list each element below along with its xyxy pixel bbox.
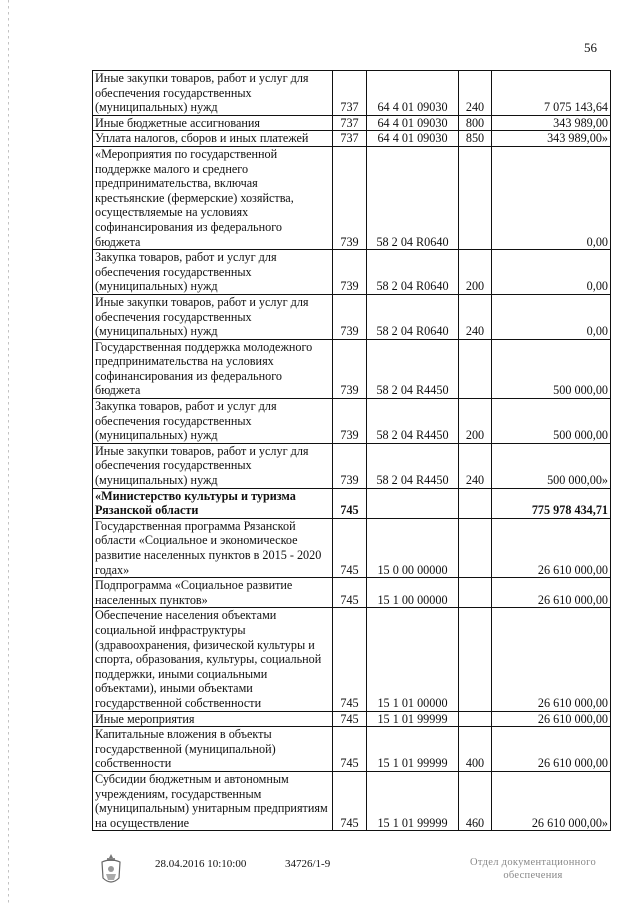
row-sum-cell: 26 610 000,00 <box>492 727 611 772</box>
row-type-cell: 850 <box>459 131 492 147</box>
row-type-cell: 240 <box>459 71 492 116</box>
row-sum-cell: 343 989,00» <box>492 131 611 147</box>
row-org-cell: 737 <box>333 131 367 147</box>
row-name-cell: Закупка товаров, работ и услуг для обеспечения государственных (муниципальных) нужд <box>93 399 333 444</box>
row-code-cell: 58 2 04 R4450 <box>367 443 459 488</box>
row-org-cell: 739 <box>333 146 367 249</box>
row-code-cell: 58 2 04 R0640 <box>367 146 459 249</box>
row-type-cell: 240 <box>459 294 492 339</box>
budget-table <box>92 70 611 831</box>
row-code-cell: 58 2 04 R4450 <box>367 399 459 444</box>
table-row <box>93 146 611 249</box>
row-org-cell: 737 <box>333 71 367 116</box>
row-name-cell: Государственная программа Рязанской области «Социальное и экономическое развитие населенных пунктов в 2015 - 2020 годах» <box>93 518 333 577</box>
row-type-cell <box>459 488 492 518</box>
table-row <box>93 399 611 444</box>
row-org-cell: 745 <box>333 727 367 772</box>
row-name-cell: Государственная поддержка молодежного предпринимательства на условиях софинансирования из федерального бюджета <box>93 339 333 398</box>
row-name-cell: Закупка товаров, работ и услуг для обеспечения государственных (муниципальных) нужд <box>93 250 333 295</box>
table-row <box>93 518 611 577</box>
row-sum-cell: 343 989,00 <box>492 115 611 131</box>
table-row <box>93 339 611 398</box>
row-name-cell: Иные бюджетные ассигнования <box>93 115 333 131</box>
row-code-cell: 58 2 04 R4450 <box>367 339 459 398</box>
row-org-cell: 739 <box>333 250 367 295</box>
row-sum-cell: 26 610 000,00 <box>492 711 611 727</box>
row-sum-cell: 26 610 000,00 <box>492 518 611 577</box>
row-code-cell: 15 1 01 99999 <box>367 711 459 727</box>
row-org-cell: 745 <box>333 711 367 727</box>
row-name-cell: Уплата налогов, сборов и иных платежей <box>93 131 333 147</box>
footer-datetime: 28.04.2016 10:10:00 <box>155 858 247 870</box>
row-name-cell: Иные мероприятия <box>93 711 333 727</box>
scan-edge-dots <box>8 0 9 905</box>
row-code-cell: 15 1 01 99999 <box>367 727 459 772</box>
row-type-cell: 200 <box>459 399 492 444</box>
table-row <box>93 71 611 116</box>
row-org-cell: 739 <box>333 339 367 398</box>
row-type-cell <box>459 711 492 727</box>
row-sum-cell: 26 610 000,00» <box>492 771 611 830</box>
row-org-cell: 745 <box>333 771 367 830</box>
row-type-cell: 800 <box>459 115 492 131</box>
row-sum-cell: 0,00 <box>492 146 611 249</box>
row-code-cell: 15 0 00 00000 <box>367 518 459 577</box>
stamp-line-2: обеспечения <box>503 870 563 881</box>
row-type-cell: 400 <box>459 727 492 772</box>
row-type-cell <box>459 339 492 398</box>
row-code-cell <box>367 488 459 518</box>
row-sum-cell: 0,00 <box>492 250 611 295</box>
row-org-cell: 739 <box>333 443 367 488</box>
table-row <box>93 711 611 727</box>
row-name-cell: Подпрограмма «Социальное развитие населенных пунктов» <box>93 578 333 608</box>
row-sum-cell: 7 075 143,64 <box>492 71 611 116</box>
row-code-cell: 64 4 01 09030 <box>367 71 459 116</box>
row-sum-cell: 500 000,00 <box>492 339 611 398</box>
table-row <box>93 488 611 518</box>
row-sum-cell: 26 610 000,00 <box>492 578 611 608</box>
row-type-cell <box>459 146 492 249</box>
table-row <box>93 771 611 830</box>
table-row <box>93 131 611 147</box>
row-type-cell <box>459 578 492 608</box>
table-row <box>93 115 611 131</box>
row-org-cell: 737 <box>333 115 367 131</box>
row-name-cell: Иные закупки товаров, работ и услуг для обеспечения государственных (муниципальных) нужд <box>93 443 333 488</box>
footer-doc-number: 34726/1-9 <box>285 858 331 870</box>
row-org-cell: 745 <box>333 608 367 711</box>
table-row <box>93 250 611 295</box>
row-org-cell: 739 <box>333 399 367 444</box>
department-stamp <box>448 856 618 882</box>
row-sum-cell: 500 000,00 <box>492 399 611 444</box>
row-org-cell: 745 <box>333 488 367 518</box>
page-number: 56 <box>584 40 597 55</box>
row-code-cell: 58 2 04 R0640 <box>367 294 459 339</box>
table-row <box>93 727 611 772</box>
row-org-cell: 745 <box>333 578 367 608</box>
row-code-cell: 15 1 00 00000 <box>367 578 459 608</box>
row-name-cell: Обеспечение населения объектами социальной инфраструктуры (здравоохранения, физической культуры и спорта, образования, культуры, социальной поддержки, иными социальными объектами), иными объектами государственной собственности <box>93 608 333 711</box>
row-name-cell: «Мероприятия по государственной поддержке малого и среднего предпринимательства, включая крестьянские (фермерские) хозяйства, осуществляемые на условиях софинансирования из федерального бюджета <box>93 146 333 249</box>
row-type-cell: 200 <box>459 250 492 295</box>
row-org-cell: 745 <box>333 518 367 577</box>
table-row <box>93 608 611 711</box>
row-sum-cell: 26 610 000,00 <box>492 608 611 711</box>
row-sum-cell: 775 978 434,71 <box>492 488 611 518</box>
row-code-cell: 15 1 01 99999 <box>367 771 459 830</box>
row-type-cell <box>459 518 492 577</box>
stamp-line-1: Отдел документационного <box>469 857 597 868</box>
coat-of-arms-icon <box>98 852 124 888</box>
row-type-cell: 460 <box>459 771 492 830</box>
table-row <box>93 294 611 339</box>
row-name-cell: Субсидии бюджетным и автономным учреждениям, государственным (муниципальным) унитарным предприятиям на осуществление <box>93 771 333 830</box>
row-type-cell: 240 <box>459 443 492 488</box>
row-name-cell: «Министерство культуры и туризма Рязанской области <box>93 488 333 518</box>
row-org-cell: 739 <box>333 294 367 339</box>
row-type-cell <box>459 608 492 711</box>
row-sum-cell: 0,00 <box>492 294 611 339</box>
row-name-cell: Капитальные вложения в объекты государственной (муниципальной) собственности <box>93 727 333 772</box>
row-code-cell: 15 1 01 00000 <box>367 608 459 711</box>
row-code-cell: 58 2 04 R0640 <box>367 250 459 295</box>
row-name-cell: Иные закупки товаров, работ и услуг для обеспечения государственных (муниципальных) нужд <box>93 71 333 116</box>
row-code-cell: 64 4 01 09030 <box>367 131 459 147</box>
table-row <box>93 443 611 488</box>
row-sum-cell: 500 000,00» <box>492 443 611 488</box>
table-row <box>93 578 611 608</box>
row-code-cell: 64 4 01 09030 <box>367 115 459 131</box>
row-name-cell: Иные закупки товаров, работ и услуг для обеспечения государственных (муниципальных) нужд <box>93 294 333 339</box>
